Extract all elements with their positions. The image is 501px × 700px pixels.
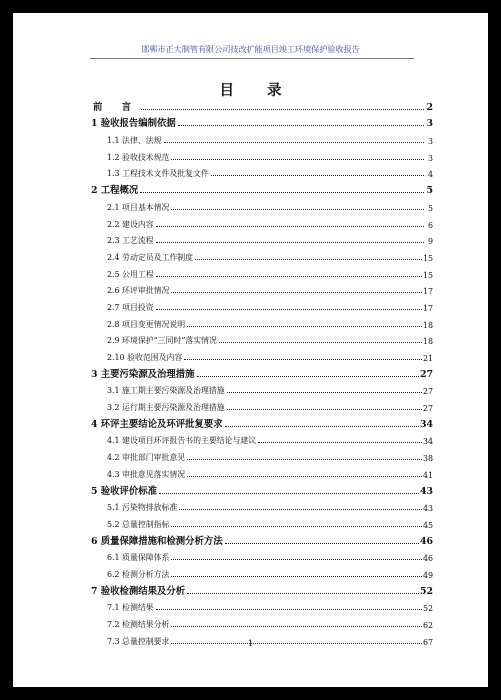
- toc-leader-dots: [156, 226, 424, 227]
- toc-entry-page: 18: [422, 337, 433, 347]
- toc-entry-label: 2.10 验收范围及内容: [107, 353, 183, 362]
- toc-entry-label: 1.2 验收技术规范: [107, 152, 170, 162]
- toc-leader-dots: [164, 142, 424, 143]
- toc-entry-page: 52: [419, 585, 433, 597]
- toc-leader-dots: [141, 109, 424, 110]
- toc-entry-page: 9: [427, 237, 433, 247]
- toc-leader-dots: [171, 626, 422, 627]
- toc-section-entry[interactable]: [91, 246, 433, 263]
- toc-chapter-entry[interactable]: [91, 480, 433, 497]
- toc-leader-dots: [227, 392, 422, 393]
- toc-entry-page: 18: [422, 320, 433, 330]
- toc-section-entry[interactable]: [91, 230, 433, 247]
- toc-entry-label: 7.3 总量控制要求: [107, 636, 170, 646]
- toc-entry-label: 2.1 项目基本情况: [107, 202, 170, 212]
- toc-entry-page: 43: [422, 504, 433, 514]
- toc-entry-page: 15: [422, 270, 433, 280]
- toc-section-entry[interactable]: [91, 213, 433, 230]
- toc-section-entry[interactable]: [91, 129, 433, 146]
- toc-leader-dots: [258, 442, 422, 443]
- toc-entry-label: 2.7 项目投资: [107, 302, 154, 312]
- toc-leader-dots: [140, 192, 424, 193]
- toc-entry-page: 34: [419, 418, 433, 430]
- toc-entry-page: 49: [422, 570, 433, 580]
- header-divider: [90, 58, 414, 59]
- toc-leader-dots: [171, 526, 422, 527]
- toc-entry-page: 3: [427, 153, 433, 163]
- toc-leader-dots: [171, 292, 422, 293]
- toc-entry-label: 6.1 质量保障体系: [107, 553, 170, 563]
- toc-section-entry[interactable]: [91, 463, 433, 480]
- toc-section-entry[interactable]: [91, 513, 433, 530]
- toc-entry-label: 2 工程概况: [91, 182, 139, 196]
- toc-entry-page: 52: [422, 604, 433, 614]
- toc-entry-label: 6.2 检测分析方法: [107, 569, 170, 579]
- toc-leader-dots: [225, 543, 419, 544]
- toc-leader-dots: [156, 309, 422, 310]
- toc-section-entry[interactable]: [91, 263, 433, 280]
- toc-entry-page: 5: [426, 185, 433, 197]
- toc-leader-dots: [211, 175, 424, 176]
- toc-chapter-entry[interactable]: [91, 580, 433, 597]
- toc-section-entry[interactable]: [91, 146, 433, 163]
- toc-entry-label: 2.6 环评审批情况: [107, 286, 170, 296]
- toc-entry-label: 1.3 工程技术文件及批复文件: [107, 169, 209, 179]
- toc-leader-dots: [187, 459, 422, 460]
- toc-leader-dots: [195, 259, 422, 260]
- toc-leader-dots: [171, 159, 424, 160]
- toc-section-entry[interactable]: [91, 163, 433, 180]
- document-page: [13, 13, 488, 687]
- toc-leader-dots: [197, 376, 419, 377]
- table-of-contents: [91, 96, 433, 647]
- toc-entry-label: 6 质量保障措施和检测分析方法: [91, 533, 224, 547]
- toc-entry-page: 67: [422, 637, 433, 647]
- toc-section-entry[interactable]: [91, 346, 433, 363]
- toc-chapter-entry[interactable]: [91, 530, 433, 547]
- toc-entry-label: 2.5 公用工程: [107, 269, 154, 279]
- toc-entry-page: 3: [427, 137, 433, 147]
- running-header: 邯郸市正大制管有限公司技改扩能项目竣工环境保护验收报告: [141, 44, 360, 54]
- toc-entry-label: 2.4 劳动定员及工作制度: [107, 252, 194, 262]
- toc-leader-dots: [156, 242, 424, 243]
- toc-section-entry[interactable]: [91, 563, 433, 580]
- toc-section-entry[interactable]: [91, 396, 433, 413]
- toc-leader-dots: [179, 509, 422, 510]
- toc-entry-page: 3: [426, 118, 433, 130]
- toc-entry-page: 45: [422, 520, 433, 530]
- toc-section-entry[interactable]: [91, 430, 433, 447]
- toc-entry-label: 5.2 总量控制指标: [107, 519, 170, 529]
- toc-section-entry[interactable]: [91, 296, 433, 313]
- toc-entry-label: 4.3 审批意见落实情况: [107, 469, 186, 479]
- toc-leader-dots: [187, 476, 422, 477]
- toc-leader-dots: [156, 276, 422, 277]
- toc-entry-page: 15: [422, 253, 433, 263]
- toc-leader-dots: [227, 409, 422, 410]
- toc-entry-page: 27: [422, 404, 433, 414]
- toc-entry-label: 5 验收评价标准: [91, 483, 158, 497]
- toc-entry-label: 4.1 建设项目环评报告书的主要结论与建议: [107, 436, 257, 446]
- toc-entry-label: 2.9 环境保护“三同时”落实情况: [107, 336, 217, 346]
- toc-leader-dots: [187, 593, 419, 594]
- toc-leader-dots: [171, 559, 422, 560]
- toc-entry-label: 5.1 污染物排放标准: [107, 503, 178, 513]
- toc-entry-page: 6: [427, 220, 433, 230]
- toc-leader-dots: [171, 209, 424, 210]
- toc-entry-label: 7 验收检测结果及分析: [91, 583, 186, 597]
- toc-entry-label: 7.1 检测结果: [107, 603, 154, 613]
- toc-section-entry[interactable]: [91, 380, 433, 397]
- toc-entry-page: 27: [419, 368, 433, 380]
- toc-leader-dots: [184, 359, 422, 360]
- toc-entry-page: 2: [426, 101, 433, 113]
- toc-entry-label: 2.2 建设内容: [107, 219, 154, 229]
- toc-entry-label: 7.2 检测结果分析: [107, 620, 170, 629]
- toc-entry-label: 前 言: [91, 99, 140, 113]
- toc-chapter-entry[interactable]: [91, 413, 433, 430]
- toc-section-entry[interactable]: [91, 497, 433, 514]
- toc-section-entry[interactable]: [91, 313, 433, 330]
- toc-leader-dots: [225, 426, 419, 427]
- toc-chapter-entry[interactable]: [91, 363, 433, 380]
- toc-leader-dots: [159, 493, 419, 494]
- toc-entry-label: 3 主要污染源及治理措施: [91, 366, 196, 380]
- toc-section-entry[interactable]: [91, 597, 433, 614]
- toc-title: 目 录: [219, 82, 296, 99]
- toc-entry-page: 17: [422, 303, 433, 313]
- page-number: 1: [247, 639, 254, 649]
- toc-leader-dots: [219, 342, 422, 343]
- toc-leader-dots: [156, 609, 422, 610]
- toc-entry-label: 2.8 项目变更情况说明: [107, 319, 186, 329]
- toc-entry-page: 34: [422, 437, 433, 447]
- toc-entry-page: 41: [422, 470, 433, 480]
- toc-entry-page: 21: [422, 354, 433, 363]
- toc-entry-page: 46: [422, 554, 433, 564]
- toc-entry-label: 4.2 审批部门审批意见: [107, 453, 186, 463]
- toc-section-entry[interactable]: [91, 446, 433, 463]
- toc-chapter-entry[interactable]: [91, 96, 433, 113]
- toc-leader-dots: [171, 576, 422, 577]
- toc-leader-dots: [187, 326, 422, 327]
- toc-entry-label: 4 环评主要结论及环评批复要求: [91, 416, 224, 430]
- toc-section-entry[interactable]: [91, 330, 433, 347]
- toc-entry-page: 4: [427, 170, 433, 180]
- toc-entry-label: 1.1 法律、法规: [107, 136, 162, 146]
- toc-entry-label: 3.2 运行期主要污染源及治理措施: [107, 403, 225, 413]
- toc-chapter-entry[interactable]: [91, 113, 433, 130]
- toc-section-entry[interactable]: [91, 196, 433, 213]
- toc-entry-page: 38: [422, 454, 433, 464]
- toc-entry-label: 3.1 施工期主要污染源及治理措施: [107, 386, 225, 396]
- toc-section-entry[interactable]: [91, 613, 433, 630]
- toc-chapter-entry[interactable]: [91, 179, 433, 196]
- toc-section-entry[interactable]: [91, 547, 433, 564]
- toc-entry-page: 46: [419, 535, 433, 547]
- toc-leader-dots: [178, 125, 424, 126]
- toc-entry-page: 17: [422, 287, 433, 297]
- toc-entry-page: 43: [419, 485, 433, 497]
- toc-entry-label: 2.3 工艺流程: [107, 236, 154, 246]
- toc-entry-page: 27: [422, 387, 433, 397]
- toc-entry-page: 5: [427, 203, 433, 213]
- toc-entry-page: 62: [422, 621, 433, 630]
- toc-section-entry[interactable]: [91, 280, 433, 297]
- toc-entry-label: 1 验收报告编制依据: [91, 115, 177, 129]
